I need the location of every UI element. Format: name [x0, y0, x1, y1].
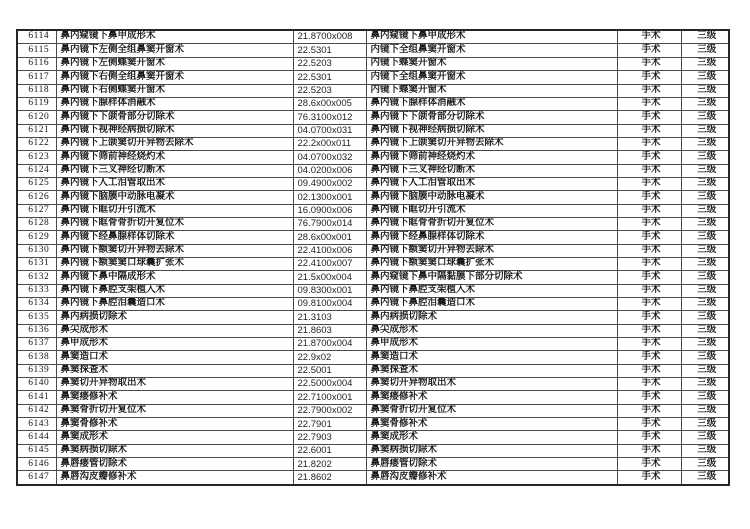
procedure-name-alt-cell: 鼻内镜下鼻腔支架植入术: [366, 284, 617, 297]
table-row: [17, 164, 729, 177]
procedure-code-cell: 09.4900x002: [293, 177, 366, 190]
level-cell: 三级: [681, 30, 729, 44]
category-cell: 手术: [617, 191, 681, 204]
procedure-name-alt-cell: 鼻内镜下三叉神经切断术: [366, 164, 617, 177]
procedure-name-cell: 鼻内镜下右侧蝶窦开窗术: [56, 84, 293, 97]
level-cell: 三级: [681, 257, 729, 270]
procedure-code-cell: 22.4100x007: [293, 257, 366, 270]
category-cell: 手术: [617, 111, 681, 124]
procedure-code-cell: 16.0900x006: [293, 204, 366, 217]
level-cell: 三级: [681, 418, 729, 431]
procedure-code-cell: 22.7901: [293, 418, 366, 431]
table-row: [17, 257, 729, 270]
procedure-name-cell: 鼻内镜下视神经病损切除术: [56, 124, 293, 137]
category-cell: 手术: [617, 364, 681, 377]
category-cell: 手术: [617, 71, 681, 84]
row-id-cell: 6119: [17, 97, 56, 110]
row-id-cell: 6120: [17, 111, 56, 124]
category-cell: 手术: [617, 217, 681, 230]
table-row: [17, 284, 729, 297]
level-cell: 三级: [681, 471, 729, 485]
procedure-name-alt-cell: 鼻内病损切除术: [366, 311, 617, 324]
row-id-cell: 6117: [17, 71, 56, 84]
level-cell: 三级: [681, 191, 729, 204]
procedure-name-cell: 鼻窦造口术: [56, 351, 293, 364]
procedure-code-cell: 21.8700x004: [293, 338, 366, 351]
row-id-cell: 6143: [17, 418, 56, 431]
table-row: [17, 124, 729, 137]
procedure-name-alt-cell: 鼻内镜下鼻腔泪囊造口术: [366, 298, 617, 311]
procedure-name-cell: 鼻内镜下三叉神经切断术: [56, 164, 293, 177]
category-cell: 手术: [617, 471, 681, 485]
table-row: [17, 471, 729, 485]
procedure-name-cell: 鼻内镜下眶切开引流术: [56, 204, 293, 217]
procedure-name-alt-cell: 鼻甲成形术: [366, 338, 617, 351]
table-row: [17, 191, 729, 204]
row-id-cell: 6118: [17, 84, 56, 97]
level-cell: 三级: [681, 164, 729, 177]
table-row: [17, 137, 729, 150]
procedure-code-cell: 28.6x00x001: [293, 231, 366, 244]
procedure-table: [16, 29, 730, 486]
procedure-code-cell: 21.5x00x004: [293, 271, 366, 284]
row-id-cell: 6134: [17, 298, 56, 311]
row-id-cell: 6126: [17, 191, 56, 204]
table-row: [17, 231, 729, 244]
procedure-name-alt-cell: 鼻内镜下人工泪管取出术: [366, 177, 617, 190]
procedure-code-cell: 76.3100x012: [293, 111, 366, 124]
row-id-cell: 6132: [17, 271, 56, 284]
table-row: [17, 311, 729, 324]
category-cell: 手术: [617, 338, 681, 351]
table-row: [17, 324, 729, 337]
row-id-cell: 6144: [17, 431, 56, 444]
procedure-name-alt-cell: 鼻内镜下额窦切开异物去除术: [366, 244, 617, 257]
procedure-code-cell: 28.6x00x005: [293, 97, 366, 110]
procedure-name-cell: 鼻内镜下经鼻腺样体切除术: [56, 231, 293, 244]
procedure-name-alt-cell: 鼻窦造口术: [366, 351, 617, 364]
procedure-code-cell: 21.8700x008: [293, 30, 366, 44]
procedure-name-alt-cell: 内镜下蝶窦开窗术: [366, 57, 617, 70]
procedure-name-alt-cell: 鼻窦骨折切开复位术: [366, 404, 617, 417]
row-id-cell: 6115: [17, 44, 56, 57]
table-row: [17, 111, 729, 124]
procedure-name-cell: 鼻窦骨折切开复位术: [56, 404, 293, 417]
row-id-cell: 6141: [17, 391, 56, 404]
procedure-name-alt-cell: 鼻窦探查术: [366, 364, 617, 377]
level-cell: 三级: [681, 111, 729, 124]
level-cell: 三级: [681, 458, 729, 471]
procedure-code-cell: 22.5301: [293, 44, 366, 57]
procedure-name-cell: 鼻内镜下额窦窦口球囊扩张术: [56, 257, 293, 270]
table-row: [17, 177, 729, 190]
table-row: [17, 151, 729, 164]
procedure-name-alt-cell: 鼻窦切开异物取出术: [366, 378, 617, 391]
procedure-name-alt-cell: 鼻内镜下腺样体消融术: [366, 97, 617, 110]
procedure-name-alt-cell: 鼻内镜下筛前神经烧灼术: [366, 151, 617, 164]
table-row: [17, 84, 729, 97]
level-cell: 三级: [681, 124, 729, 137]
procedure-name-alt-cell: 鼻唇瘘管切除术: [366, 458, 617, 471]
procedure-name-cell: 鼻唇瘘管切除术: [56, 458, 293, 471]
category-cell: 手术: [617, 271, 681, 284]
procedure-name-cell: 鼻窦切开异物取出术: [56, 378, 293, 391]
procedure-name-cell: 鼻内窥镜下鼻甲成形术: [56, 30, 293, 44]
procedure-code-cell: 02.1300x001: [293, 191, 366, 204]
procedure-name-alt-cell: 鼻唇沟皮瓣修补术: [366, 471, 617, 485]
category-cell: 手术: [617, 284, 681, 297]
level-cell: 三级: [681, 137, 729, 150]
procedure-name-alt-cell: 鼻内窥镜下鼻中隔黏膜下部分切除术: [366, 271, 617, 284]
level-cell: 三级: [681, 204, 729, 217]
procedure-name-cell: 鼻内镜下右侧全组鼻窦开窗术: [56, 71, 293, 84]
procedure-code-cell: 04.0200x006: [293, 164, 366, 177]
procedure-name-cell: 鼻内镜下鼻腔支架植入术: [56, 284, 293, 297]
procedure-name-alt-cell: 鼻窦骨修补术: [366, 418, 617, 431]
level-cell: 三级: [681, 177, 729, 190]
row-id-cell: 6135: [17, 311, 56, 324]
row-id-cell: 6138: [17, 351, 56, 364]
table-row: [17, 244, 729, 257]
procedure-code-cell: 22.9x02: [293, 351, 366, 364]
procedure-code-cell: 22.6001: [293, 444, 366, 457]
level-cell: 三级: [681, 338, 729, 351]
procedure-name-cell: 鼻内镜下鼻中隔成形术: [56, 271, 293, 284]
level-cell: 三级: [681, 298, 729, 311]
procedure-code-cell: 21.8202: [293, 458, 366, 471]
category-cell: 手术: [617, 164, 681, 177]
category-cell: 手术: [617, 324, 681, 337]
procedure-name-cell: 鼻内镜下下颌骨部分切除术: [56, 111, 293, 124]
row-id-cell: 6140: [17, 378, 56, 391]
row-id-cell: 6125: [17, 177, 56, 190]
level-cell: 三级: [681, 324, 729, 337]
row-id-cell: 6137: [17, 338, 56, 351]
procedure-name-cell: 鼻窦探查术: [56, 364, 293, 377]
procedure-code-cell: 09.8300x001: [293, 284, 366, 297]
level-cell: 三级: [681, 444, 729, 457]
table-row: [17, 71, 729, 84]
procedure-name-alt-cell: 鼻内镜下经鼻腺样体切除术: [366, 231, 617, 244]
table-row: [17, 57, 729, 70]
level-cell: 三级: [681, 244, 729, 257]
procedure-name-cell: 鼻唇沟皮瓣修补术: [56, 471, 293, 485]
procedure-code-cell: 21.3103: [293, 311, 366, 324]
row-id-cell: 6136: [17, 324, 56, 337]
procedure-code-cell: 22.5000x004: [293, 378, 366, 391]
category-cell: 手术: [617, 404, 681, 417]
row-id-cell: 6127: [17, 204, 56, 217]
procedure-name-cell: 鼻内病损切除术: [56, 311, 293, 324]
category-cell: 手术: [617, 444, 681, 457]
procedure-code-cell: 22.2x00x011: [293, 137, 366, 150]
row-id-cell: 6114: [17, 30, 56, 44]
table-row: [17, 378, 729, 391]
table-row: [17, 458, 729, 471]
table-row: [17, 418, 729, 431]
procedure-name-cell: 鼻内镜下鼻腔泪囊造口术: [56, 298, 293, 311]
category-cell: 手术: [617, 97, 681, 110]
row-id-cell: 6123: [17, 151, 56, 164]
category-cell: 手术: [617, 137, 681, 150]
procedure-name-cell: 鼻内镜下左侧全组鼻窦开窗术: [56, 44, 293, 57]
procedure-name-cell: 鼻甲成形术: [56, 338, 293, 351]
level-cell: 三级: [681, 57, 729, 70]
procedure-code-cell: 04.0700x032: [293, 151, 366, 164]
procedure-name-alt-cell: 鼻内镜下视神经病损切除术: [366, 124, 617, 137]
category-cell: 手术: [617, 151, 681, 164]
procedure-name-alt-cell: 鼻窦病损切除术: [366, 444, 617, 457]
level-cell: 三级: [681, 97, 729, 110]
row-id-cell: 6122: [17, 137, 56, 150]
level-cell: 三级: [681, 231, 729, 244]
procedure-name-alt-cell: 鼻窦成形术: [366, 431, 617, 444]
procedure-name-cell: 鼻内镜下筛前神经烧灼术: [56, 151, 293, 164]
table-row: [17, 431, 729, 444]
procedure-code-cell: 22.5203: [293, 84, 366, 97]
row-id-cell: 6142: [17, 404, 56, 417]
level-cell: 三级: [681, 311, 729, 324]
procedure-name-alt-cell: 鼻内镜下额窦窦口球囊扩张术: [366, 257, 617, 270]
category-cell: 手术: [617, 177, 681, 190]
table-row: [17, 338, 729, 351]
row-id-cell: 6147: [17, 471, 56, 485]
category-cell: 手术: [617, 351, 681, 364]
category-cell: 手术: [617, 30, 681, 44]
category-cell: 手术: [617, 458, 681, 471]
category-cell: 手术: [617, 244, 681, 257]
row-id-cell: 6129: [17, 231, 56, 244]
row-id-cell: 6116: [17, 57, 56, 70]
table-row: [17, 351, 729, 364]
table-row: [17, 444, 729, 457]
row-id-cell: 6145: [17, 444, 56, 457]
row-id-cell: 6139: [17, 364, 56, 377]
category-cell: 手术: [617, 44, 681, 57]
procedure-code-cell: 21.8603: [293, 324, 366, 337]
table-row: [17, 391, 729, 404]
row-id-cell: 6124: [17, 164, 56, 177]
category-cell: 手术: [617, 298, 681, 311]
procedure-name-cell: 鼻内镜下上颌窦切开异物去除术: [56, 137, 293, 150]
table-row: [17, 204, 729, 217]
level-cell: 三级: [681, 431, 729, 444]
category-cell: 手术: [617, 378, 681, 391]
table-row: [17, 30, 729, 44]
table-row: [17, 404, 729, 417]
procedure-name-alt-cell: 鼻内镜下下颌骨部分切除术: [366, 111, 617, 124]
table-row: [17, 298, 729, 311]
level-cell: 三级: [681, 44, 729, 57]
category-cell: 手术: [617, 124, 681, 137]
procedure-name-alt-cell: 鼻尖成形术: [366, 324, 617, 337]
procedure-name-cell: 鼻内镜下左侧蝶窦开窗术: [56, 57, 293, 70]
level-cell: 三级: [681, 71, 729, 84]
level-cell: 三级: [681, 364, 729, 377]
row-id-cell: 6128: [17, 217, 56, 230]
row-id-cell: 6146: [17, 458, 56, 471]
procedure-code-cell: 21.8602: [293, 471, 366, 485]
procedure-name-cell: 鼻窦成形术: [56, 431, 293, 444]
procedure-name-cell: 鼻窦骨修补术: [56, 418, 293, 431]
procedure-name-cell: 鼻内镜下眶骨骨折切开复位术: [56, 217, 293, 230]
table-row: [17, 364, 729, 377]
procedure-code-cell: 04.0700x031: [293, 124, 366, 137]
procedure-code-cell: 22.5301: [293, 71, 366, 84]
level-cell: 三级: [681, 391, 729, 404]
procedure-code-cell: 76.7900x014: [293, 217, 366, 230]
procedure-name-alt-cell: 鼻内镜下眶切开引流术: [366, 204, 617, 217]
procedure-name-cell: 鼻尖成形术: [56, 324, 293, 337]
level-cell: 三级: [681, 271, 729, 284]
row-id-cell: 6121: [17, 124, 56, 137]
procedure-code-cell: 22.7900x002: [293, 404, 366, 417]
procedure-name-alt-cell: 鼻内镜下上颌窦切开异物去除术: [366, 137, 617, 150]
category-cell: 手术: [617, 84, 681, 97]
category-cell: 手术: [617, 311, 681, 324]
procedure-name-cell: 鼻内镜下人工泪管取出术: [56, 177, 293, 190]
level-cell: 三级: [681, 217, 729, 230]
procedure-name-cell: 鼻内镜下额窦切开异物去除术: [56, 244, 293, 257]
procedure-code-cell: 22.7903: [293, 431, 366, 444]
level-cell: 三级: [681, 404, 729, 417]
category-cell: 手术: [617, 231, 681, 244]
level-cell: 三级: [681, 151, 729, 164]
procedure-code-cell: 22.5203: [293, 57, 366, 70]
procedure-name-cell: 鼻窦瘘修补术: [56, 391, 293, 404]
table-row: [17, 44, 729, 57]
procedure-name-alt-cell: 鼻窦瘘修补术: [366, 391, 617, 404]
procedure-code-cell: 22.4100x006: [293, 244, 366, 257]
procedure-name-cell: 鼻内镜下脑膜中动脉电凝术: [56, 191, 293, 204]
procedure-name-alt-cell: 内镜下全组鼻窦开窗术: [366, 44, 617, 57]
level-cell: 三级: [681, 378, 729, 391]
procedure-name-cell: 鼻窦病损切除术: [56, 444, 293, 457]
category-cell: 手术: [617, 431, 681, 444]
category-cell: 手术: [617, 391, 681, 404]
procedure-name-alt-cell: 内镜下全组鼻窦开窗术: [366, 71, 617, 84]
level-cell: 三级: [681, 284, 729, 297]
table-row: [17, 97, 729, 110]
procedure-name-cell: 鼻内镜下腺样体消融术: [56, 97, 293, 110]
category-cell: 手术: [617, 204, 681, 217]
row-id-cell: 6130: [17, 244, 56, 257]
procedure-name-alt-cell: 鼻内镜下眶骨骨折切开复位术: [366, 217, 617, 230]
procedure-code-cell: 22.7100x001: [293, 391, 366, 404]
table-row: [17, 271, 729, 284]
category-cell: 手术: [617, 418, 681, 431]
procedure-code-cell: 09.8100x004: [293, 298, 366, 311]
level-cell: 三级: [681, 351, 729, 364]
level-cell: 三级: [681, 84, 729, 97]
procedure-name-alt-cell: 内镜下蝶窦开窗术: [366, 84, 617, 97]
table-row: [17, 217, 729, 230]
procedure-table-body: [17, 30, 729, 485]
procedure-name-alt-cell: 鼻内窥镜下鼻甲成形术: [366, 30, 617, 44]
row-id-cell: 6133: [17, 284, 56, 297]
procedure-code-cell: 22.5001: [293, 364, 366, 377]
category-cell: 手术: [617, 257, 681, 270]
category-cell: 手术: [617, 57, 681, 70]
procedure-name-alt-cell: 鼻内镜下脑膜中动脉电凝术: [366, 191, 617, 204]
row-id-cell: 6131: [17, 257, 56, 270]
